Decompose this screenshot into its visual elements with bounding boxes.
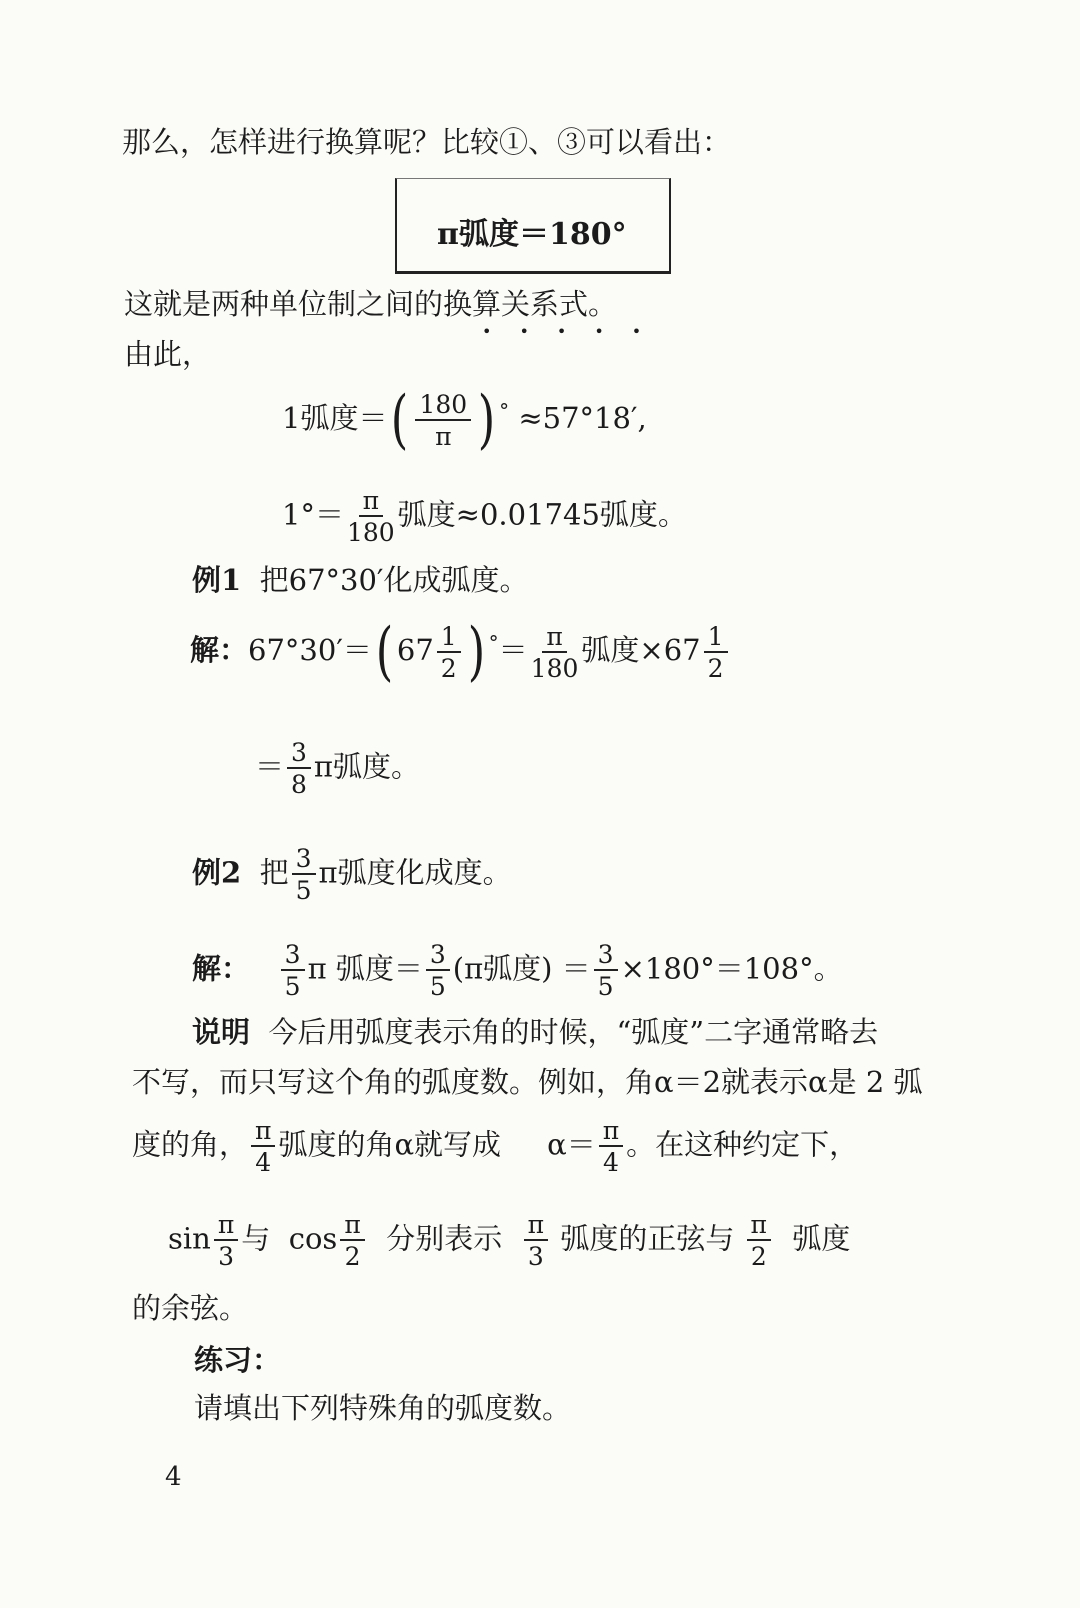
frac-den: 3 (527, 1242, 544, 1271)
frac-den: 2 (707, 653, 724, 683)
result-text: π弧度。 (313, 749, 420, 784)
eq1-numerator: 180 (415, 392, 471, 421)
frac-num: π (214, 1212, 238, 1241)
solution-2-label: 解： (192, 951, 251, 986)
conversion-box (395, 178, 671, 274)
frac-den: 5 (284, 972, 301, 1001)
frac-num: π (542, 624, 566, 653)
frac-num: π (251, 1118, 275, 1147)
equation-radian-to-degree: 1弧度＝( $\frac{180}{\pi}$ ) ° ≈57°18′, (282, 383, 647, 457)
solution-1-lhs: 67°30′＝ (248, 633, 372, 667)
frac-den: 2 (440, 653, 457, 683)
conversion-formula: π弧度＝180° (437, 217, 627, 252)
equals: ＝ (255, 749, 285, 784)
eq1-right: ≈57°18′, (518, 401, 647, 435)
frac-den: 8 (291, 770, 307, 799)
solution-1-result (255, 740, 420, 797)
frac-num: 3 (426, 942, 450, 971)
frac-den: 2 (344, 1242, 361, 1271)
frac-den: 2 (750, 1242, 767, 1271)
frac-num: 1 (437, 624, 461, 653)
frac-den: 4 (603, 1148, 619, 1177)
example-2-label: 例2 (192, 855, 242, 890)
relation-sentence: 这就是两种单位制之间的换算关系式。 (124, 287, 618, 321)
practice-heading: 练习： (194, 1343, 282, 1377)
eq2-numerator: π (359, 488, 383, 517)
frac-num: 3 (287, 740, 311, 769)
solution-1-rhs: 弧度×67 (581, 633, 701, 667)
eq2-denominator: 180 (346, 518, 395, 547)
equals: ＝ (498, 633, 528, 667)
frac-den: 3 (218, 1242, 235, 1271)
example-2 (192, 846, 512, 903)
radian-word: 弧度 (792, 1221, 851, 1256)
frac-num: π (747, 1212, 771, 1241)
solution-2-c: ×180°＝108°。 (620, 951, 843, 986)
note-line-3 (132, 1118, 858, 1175)
frac-num: π (340, 1212, 364, 1241)
note-text-1: 今后用弧度表示角的时候，“弧度”二字通常略去 (268, 1015, 879, 1049)
note-label: 说明 (192, 1015, 251, 1049)
solution-1-label: 解： (190, 633, 249, 667)
example-1-label: 例1 (192, 563, 242, 597)
eq1-denominator: π (435, 421, 452, 451)
frac-den: 5 (295, 876, 312, 905)
frac-num: 3 (292, 846, 316, 875)
note-3c: α＝ (547, 1127, 596, 1162)
respectively: 分别表示 (386, 1221, 503, 1256)
note-line-4 (168, 1212, 850, 1269)
note-3a: 度的角， (132, 1127, 249, 1162)
eq2-right: 弧度≈0.01745弧度。 (397, 497, 687, 532)
solution-1-whole: 67 (396, 633, 434, 667)
example-2-text-a: 把 (259, 855, 289, 890)
frac-den: 180 (530, 653, 579, 683)
frac-num: π (524, 1212, 548, 1241)
eq2-left: 1°＝ (282, 497, 344, 532)
solution-2-b: (π弧度) ＝ (452, 951, 591, 986)
frac-num: 3 (281, 942, 305, 971)
frac-num: π (599, 1118, 623, 1147)
equation-degree-to-radian (282, 488, 687, 545)
example-2-text-b: π弧度化成度。 (318, 855, 512, 890)
note-line-2: 不写，而只写这个角的弧度数。例如，角α＝2就表示α是 2 弧 (132, 1065, 923, 1099)
example-1-text: 把67°30′化成弧度。 (259, 563, 529, 597)
frac-den: 4 (255, 1148, 272, 1177)
therefore-line: 由此， (124, 337, 212, 371)
sine-of: 弧度的正弦与 (560, 1221, 735, 1256)
frac-den: 5 (429, 972, 446, 1001)
frac-num: 3 (594, 942, 618, 971)
note-line-1 (192, 1015, 879, 1049)
example-1 (192, 563, 529, 597)
sin-label: sin (168, 1221, 211, 1256)
solution-2 (192, 942, 843, 999)
note-line-5: 的余弦。 (132, 1291, 249, 1325)
note-3d: 。在这种约定下， (626, 1127, 859, 1162)
emphasis-dots: ••••• (482, 322, 670, 341)
solution-2-a: π 弧度＝ (307, 951, 423, 986)
practice-question: 请填出下列特殊角的弧度数。 (194, 1391, 572, 1425)
solution-1: 解：67°30′＝( 67 $\frac{1}{2}$ ) °＝ $\frac{\pi}{180}$ 弧度×67 $\frac{1}{2}$ (190, 620, 731, 684)
page-number: 4 (165, 1462, 182, 1492)
frac-num: 1 (704, 624, 728, 653)
frac-den: 5 (597, 972, 614, 1001)
cos-label: cos (288, 1221, 338, 1256)
and-1: 与 (241, 1221, 271, 1256)
note-3b: 弧度的角α就写成 (278, 1127, 502, 1162)
intro-line: 那么，怎样进行换算呢？比较①、③可以看出： (122, 125, 732, 159)
eq1-left: 1弧度＝ (282, 401, 388, 435)
